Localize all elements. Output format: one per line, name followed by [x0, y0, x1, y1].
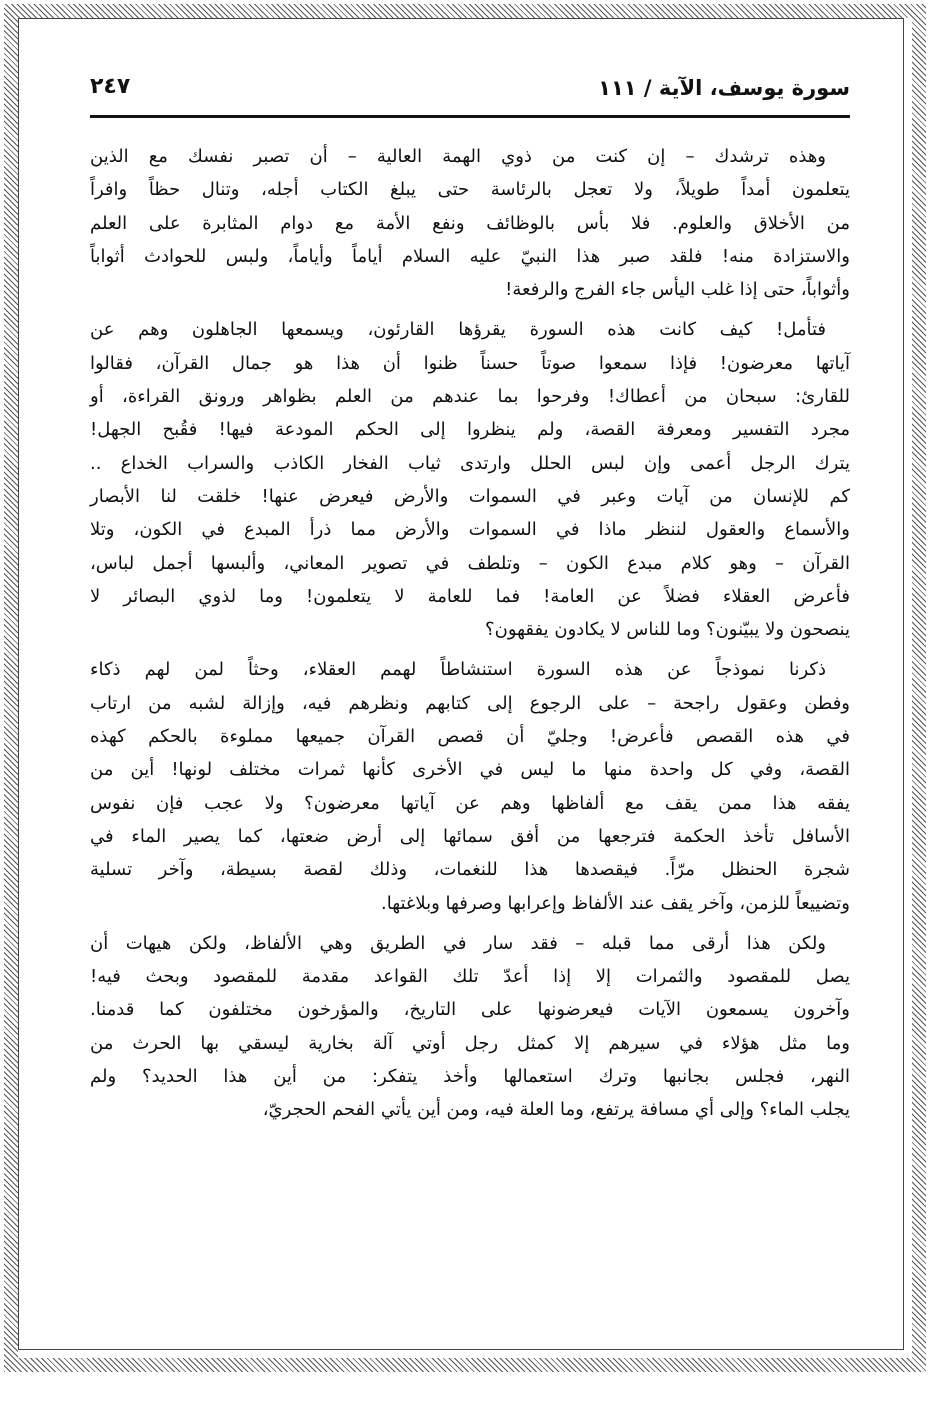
page-number: ٢٤٧ [90, 74, 131, 99]
text-line: يتعلمون أمداً طويلاً، ولا تعجل بالرئاسة حتى يبلغ الكتاب أجله، وتنال حظاً وافراً [90, 179, 850, 201]
text-line: للقارئ: سبحان من أعطاك! وفرحوا بما عندهم من العلم بظواهر ورونق القراءة، أو [90, 386, 850, 408]
header-rule [90, 115, 850, 118]
paragraph [90, 313, 850, 646]
paragraph [90, 140, 850, 306]
running-header [90, 70, 850, 114]
text-line: وآخرون يسمعون الآيات فيعرضونها على التاريخ، والمؤرخون مختلفون كما قدمنا. [90, 999, 850, 1021]
text-line: والاستزادة منه! فلقد صبر هذا النبيّ عليه السلام أياماً وأياماً، ولبس للحوادث أثواباً [90, 245, 850, 267]
text-line: فتأمل! كيف كانت هذه السورة يقرؤها القارئون، ويسمعها الجاهلون وهم عن [90, 319, 826, 341]
text-line: القصة، وفي كل واحدة منها ما ليس في الأخرى كأنها ثمرات مختلف لونها! أين من [90, 759, 850, 781]
text-line: ينصحون ولا يبيّنون؟ وما للناس لا يكادون يفقهون؟ [485, 619, 850, 641]
text-line: وفطن وعقول راجحة – على الرجوع إلى كتابهم ونظرهم فيه، وإزالة لشبه من ارتاب [90, 692, 850, 714]
text-line: في هذه القصص فأعرض! وجليّ أن قصص القرآن جميعها مملوءة بالحكم كهذه [90, 726, 850, 748]
text-line: كم للإنسان من آيات وعبر في السموات والأرض فيعرض عنها! خلقت لنا الأبصار [90, 485, 850, 507]
text-line: يصل للمقصود والثمرات إلا إذا أعدّ تلك القواعد مقدمة للمقصود وبحث فيه! [90, 966, 850, 988]
paragraph [90, 653, 850, 919]
text-line: وما مثل هؤلاء في سيرهم إلا كمثل رجل أوتي آلة بخارية ليسقي بها الحرث من [90, 1032, 850, 1054]
text-line: القرآن – وهو كلام مبدع الكون – وتلطف في تصوير المعاني، وألبسها أجمل لباس، [90, 552, 850, 574]
text-line: وهذه ترشدك – إن كنت من ذوي الهمة العالية – أن تصبر نفسك مع الذين [90, 146, 826, 167]
running-title: سورة يوسف، الآية / ١١١ [598, 76, 850, 100]
text-line: يجلب الماء؟ وإلى أي مسافة يرتفع، وما العلة فيه، ومن أين يأتي الفحم الحجريّ، [262, 1099, 850, 1121]
text-line: ولكن هذا أرقى مما قبله – فقد سار في الطريق وهي الألفاظ، ولكن هيهات أن [90, 932, 826, 954]
text-line: الأسافل تأخذ الحكمة فترجعها من أفق سمائها إلى أرض ضعتها، كما يصير الماء في [90, 825, 850, 847]
text-line: وتضييعاً للزمن، وآخر يقف عند الألفاظ وإعرابها وصرفها وبلاغتها. [381, 892, 850, 914]
text-line: مجرد التفسير ومعرفة القصة، ولم ينظروا إلى الحكم المودعة فيها! فقُبح الجهل! [90, 419, 850, 441]
text-line: وأثواباً، حتى إذا غلب اليأس جاء الفرج والرفعة! [505, 279, 850, 301]
text-line: فأعرض العقلاء فضلاً عن العامة! فما للعامة لا يتعلمون! وما لذوي البصائر لا [90, 585, 850, 607]
text-line: يترك الرجل أعمى وإن لبس الحلل وارتدى ثياب الفخار الكاذب والسراب الخداع .. [90, 452, 850, 474]
text-line: يفقه هذا ممن يقف مع ألفاظها وهم عن آياتها معرضون؟ ولا عجب فإن نفوس [90, 792, 850, 814]
paragraph [90, 927, 850, 1127]
text-line: والأسماع والعقول لننظر ماذا في السموات والأرض مما ذرأ المبدع في الكون، وتلا [90, 519, 850, 541]
text-line: من الأخلاق والعلوم. فلا بأس بالوظائف ونفع الأمة مع دوام المثابرة على العلم [90, 212, 850, 234]
text-line: ذكرنا نموذجاً عن هذه السورة استنشاطاً لهمم العقلاء، وحثاً لمن لهم ذكاء [90, 659, 826, 681]
text-line: شجرة الحنظل مرّاً. فيقصدها هذا للنغمات، وذلك لقصة بسيطة، وآخر تسلية [90, 859, 850, 881]
text-line: النهر، فجلس بجانبها وترك استعمالها وأخذ يتفكر: من أين هذا الحديد؟ ولم [90, 1066, 850, 1088]
page-body [90, 140, 850, 1134]
text-line: آياتها معرضون! فإذا سمعوا صوتاً حسناً ظنوا أن هذا هو جمال القرآن، فقالوا [90, 352, 850, 374]
